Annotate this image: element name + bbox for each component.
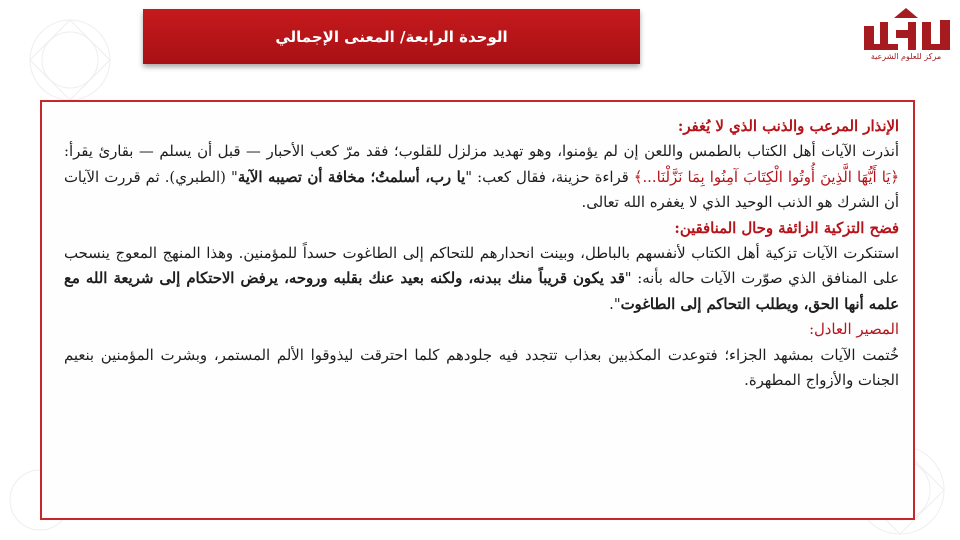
section-text: " (الطبري). ثم قررت الآيات أن الشرك هو الذنب الوحيد الذي لا يغفره الله تعالى.	[64, 168, 899, 212]
section-text: قراءة حزينة، فقال كعب: "	[465, 168, 634, 186]
quote-text: قد يكون قريباً منك ببدنه، ولكنه بعيد عنك بقلبه وروحه، يرفض الاحتكام إلى شريعة الله مع علمه أنها الحق، ويطلب التحاكم إلى الطاغوت	[64, 270, 899, 313]
section-heading: الإنذار المرعب والذنب الذي لا يُغفر:	[677, 118, 899, 135]
section-3-body	[64, 343, 899, 394]
title-banner	[143, 9, 640, 64]
section-1-body	[64, 139, 899, 215]
logo-subtitle: مركز للعلوم الشرعية	[870, 52, 942, 61]
content-text	[64, 114, 899, 393]
section-text: ".	[609, 295, 621, 313]
quote-text: يا رب، أسلمتُ؛ مخافة أن تصيبه الآية	[237, 168, 466, 186]
section-text: خُتمت الآيات بمشهد الجزاء؛ فتوعدت المكذبين بعذاب تتجدد فيه جلودهم كلما احترقت ليذوقوا الألم المستمر، وبشرت المؤمنين بنعيم الجنات والأزواج المطهرة.	[64, 346, 899, 390]
section-2	[64, 216, 899, 241]
section-text: استنكرت الآيات تزكية أهل الكتاب لأنفسهم بالباطل، وبينت انحدارهم للتحاكم إلى الطاغوت حسداً للمؤمنين. وهذا المنهج المعوج ينسحب على المنافق الذي صوّرت الآيات حاله بأنه: "	[64, 245, 899, 288]
section-heading: فضح التزكية الزائفة وحال المنافقين:	[674, 219, 899, 237]
section-2-body	[64, 241, 899, 317]
section-heading: المصير العادل:	[809, 321, 899, 339]
section-text: أنذرت الآيات أهل الكتاب بالطمس واللعن إن لم يؤمنوا، وهو تهديد مزلزل للقلوب؛ فقد مرّ كعب الأحبار — قبل أن يسلم — بقارئ يقرأ:	[64, 143, 899, 161]
page-title: الوحدة الرابعة/ المعنى الإجمالي	[275, 27, 508, 46]
quran-verse: ﴿يَا أَيُّهَا الَّذِينَ أُوتُوا الْكِتَابَ آمِنُوا بِمَا نَزَّلْنَا...﴾	[633, 168, 899, 186]
content-box	[40, 100, 915, 520]
section-3	[64, 317, 899, 342]
section-1	[64, 114, 899, 139]
